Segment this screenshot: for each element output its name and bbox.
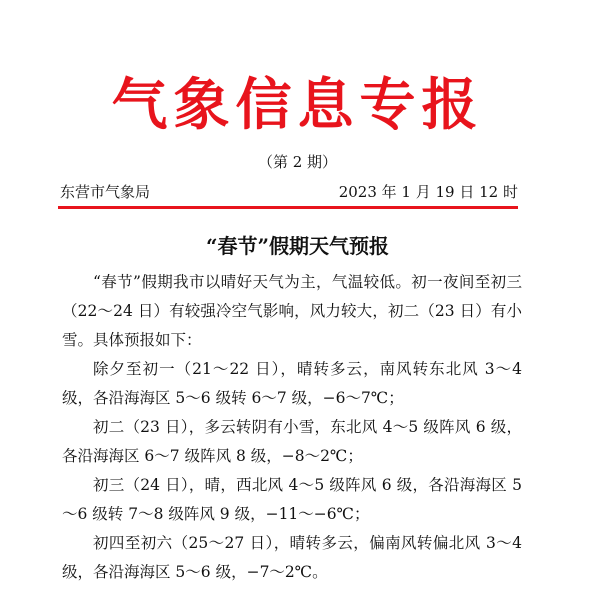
paragraph-forecast-1: 除夕至初一（21～22 日），晴转多云，南风转东北风 3～4 级，各沿海海区 5～6 级转 6～7 级，−6～7℃； xyxy=(62,360,522,407)
issue-datetime: 2023 年 1 月 19 日 12 时 xyxy=(338,183,518,201)
paragraph-forecast-4: 初四至初六（25～27 日），晴转多云，偏南风转偏北风 3～4 级，各沿海海区 5～6 级，−7～2℃。 xyxy=(62,534,522,581)
paragraph-intro: “春节”假期我市以晴好天气为主，气温较低。初一夜间至初三（22～24 日）有较强冷空气影响，风力较大，初二（23 日）有小雪。具体预报如下： xyxy=(62,273,522,349)
agency-name: 东营市气象局 xyxy=(60,183,151,201)
article-body xyxy=(62,268,522,587)
red-divider xyxy=(58,206,518,209)
paragraph-forecast-2: 初二（23 日），多云转阴有小雪，东北风 4～5 级阵风 6 级，各沿海海区 6～7 级阵风 8 级，−8～2℃； xyxy=(62,418,522,465)
masthead-title: 气象信息专报 xyxy=(111,72,484,138)
paragraph-forecast-3: 初三（24 日），晴，西北风 4～5 级阵风 6 级，各沿海海区 5～6 级转 7～8 级阵风 9 级，−11～−6℃； xyxy=(62,476,522,523)
meta-row xyxy=(60,182,518,202)
article-title: “春节”假期天气预报 xyxy=(205,234,389,258)
issue-number: （第 2 期） xyxy=(257,153,338,171)
